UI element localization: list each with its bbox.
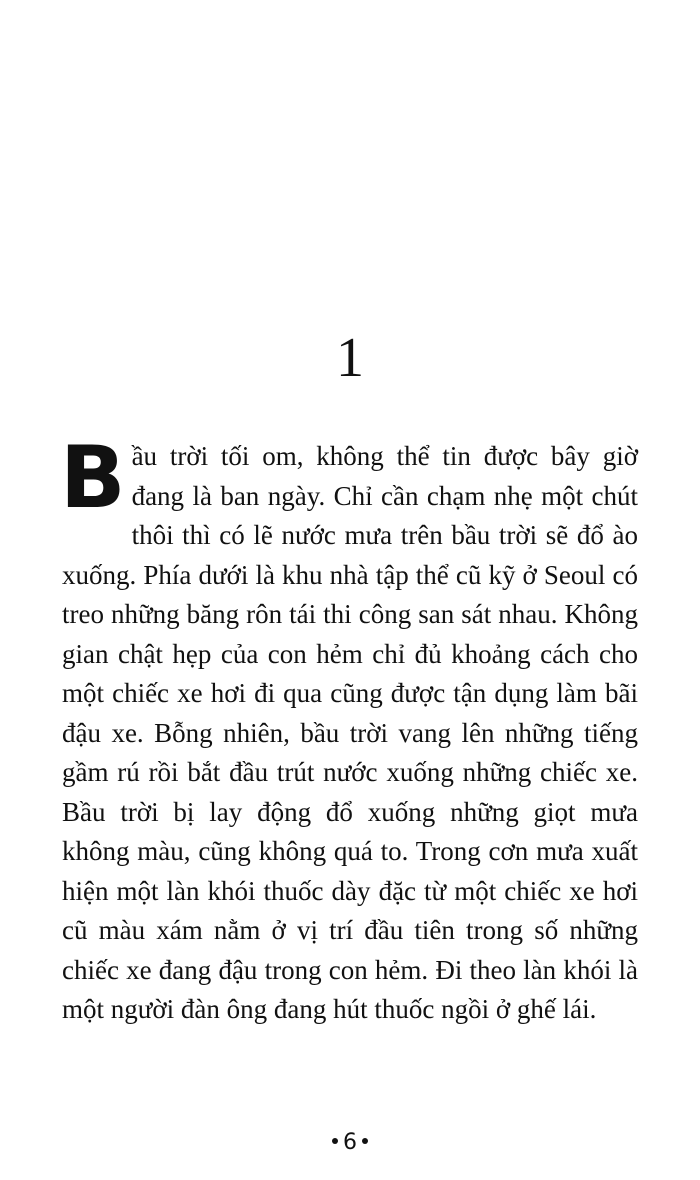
bullet-dot-icon (362, 1138, 368, 1144)
body-paragraph (60, 428, 638, 1030)
chapter-number: 1 (336, 327, 364, 389)
drop-cap: B (60, 428, 126, 528)
bullet-dot-icon (332, 1138, 338, 1144)
page-footer (0, 1128, 700, 1158)
page-number: 6 (343, 1130, 357, 1155)
paragraph-text: ầu trời tối om, không thể tin được bây giờ đang là ban ngày. Chỉ cần chạm nhẹ một chút thôi thì có lẽ nước mưa trên bầu trời sẽ đổ ào xuống. Phía dưới là khu nhà tập thể cũ kỹ ở Seoul có treo những băng rôn tái thi công san sát nhau. Không gian chật hẹp của con hẻm chỉ đủ khoảng cách cho một chiếc xe hơi đi qua cũng được tận dụng làm bãi đậu xe. Bỗng nhiên, bầu trời vang lên những tiếng gầm rú rồi bắt đầu trút nước xuống những chiếc xe. Bầu trời bị lay động đổ xuống những giọt mưa không màu, cũng không quá to. Trong cơn mưa xuất hiện một làn khói thuốc dày đặc từ một chiếc xe hơi cũ màu xám nằm ở vị trí đầu tiên trong số những chiếc xe đang đậu trong con hẻm. Đi theo làn khói là một người đàn ông đang hút thuốc ngồi ở ghế lái. (62, 441, 638, 1024)
